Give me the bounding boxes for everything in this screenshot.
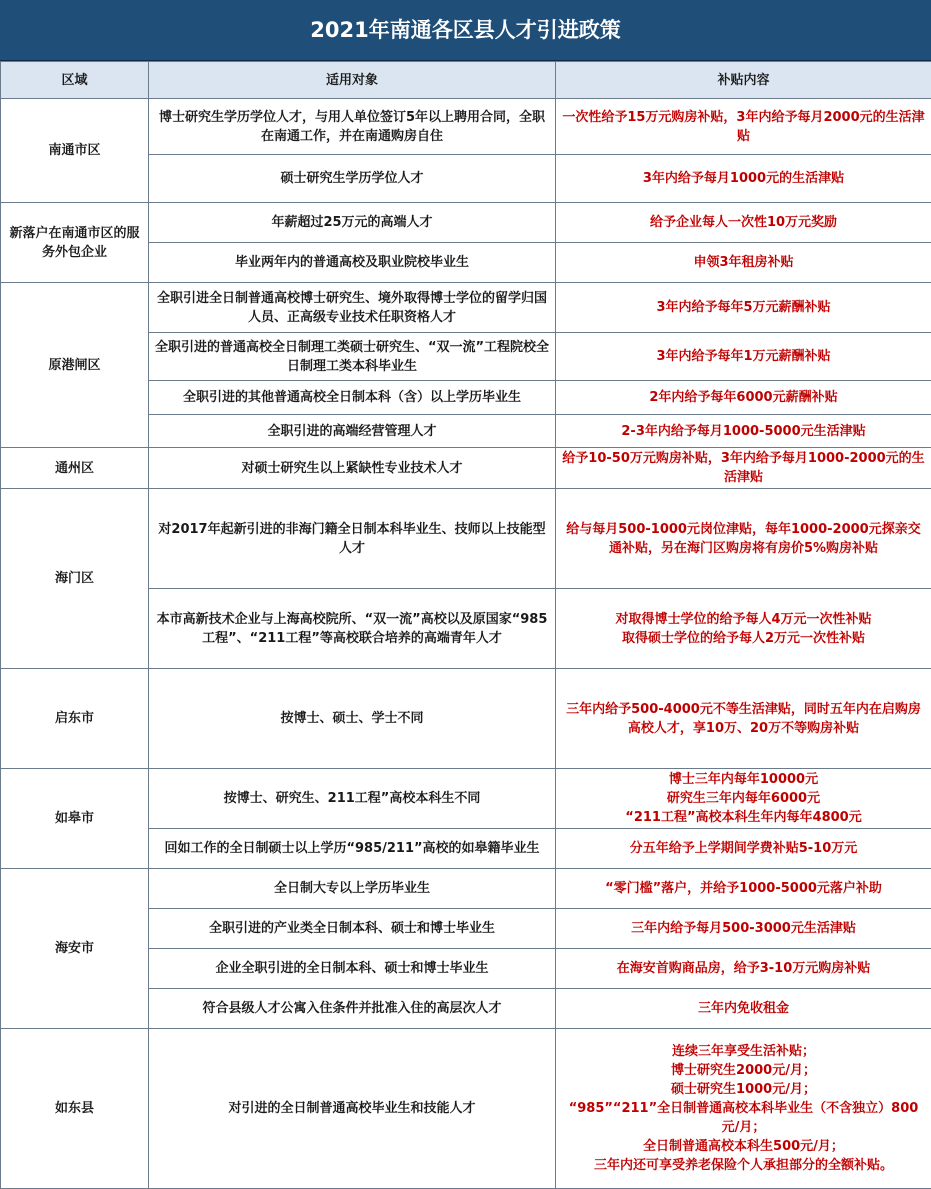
table-body [1, 99, 931, 1189]
target-cell: 全职引进的高端经营管理人才 [149, 415, 556, 448]
region-cell: 南通市区 [1, 99, 149, 203]
region-cell: 启东市 [1, 669, 149, 769]
benefit-cell [556, 415, 931, 448]
benefit-line: 连续三年享受生活补贴； [671, 1044, 815, 1059]
region-cell: 海安市 [1, 869, 149, 1029]
table-row [1, 1029, 931, 1189]
table-row [1, 489, 931, 589]
benefit-line: 给与每月500-1000元岗位津贴，每年1000-2000元探亲交通补贴，另在海门区购房将有房价5%购房补贴 [566, 521, 921, 556]
benefit-cell [556, 989, 931, 1029]
benefit-line: 三年内给予500-4000元不等生活津贴，同时五年内在启购房高校人才，享10万、20万不等购房补贴 [566, 701, 921, 736]
benefit-line: 2年内给予每年6000元薪酬补贴 [649, 390, 838, 405]
header-target: 适用对象 [149, 62, 556, 99]
benefit-line: 2-3年内给予每月1000-5000元生活津贴 [621, 423, 866, 439]
target-cell: 全职引进的产业类全日制本科、硕士和博士毕业生 [149, 909, 556, 949]
benefit-cell [556, 909, 931, 949]
benefit-line: 三年内还可享受养老保险个人承担部分的全额补贴。 [593, 1158, 893, 1173]
benefit-cell [556, 1029, 931, 1189]
target-cell: 对2017年起新引进的非海门籍全日制本科毕业生、技师以上技能型人才 [149, 489, 556, 589]
target-cell: 年薪超过25万元的高端人才 [149, 203, 556, 243]
benefit-cell [556, 589, 931, 669]
target-cell: 全职引进的普通高校全日制理工类硕士研究生、“双一流”工程院校全日制理工类本科毕业生 [149, 333, 556, 381]
benefit-cell [556, 381, 931, 415]
header-region: 区域 [1, 62, 149, 99]
benefit-line: 分五年给予上学期间学费补贴5-10万元 [629, 841, 858, 856]
target-cell: 对硕士研究生以上紧缺性专业技术人才 [149, 448, 556, 489]
benefit-cell [556, 769, 931, 829]
table-row [1, 669, 931, 769]
benefit-cell [556, 99, 931, 155]
header-row [1, 62, 931, 99]
benefit-line: “零门槛”落户，并给予1000-5000元落户补助 [605, 881, 882, 896]
header-benefit: 补贴内容 [556, 62, 931, 99]
benefit-line: 给予企业每人一次性10万元奖励 [649, 215, 838, 230]
benefit-cell [556, 949, 931, 989]
policy-table [0, 61, 931, 1189]
benefit-cell [556, 669, 931, 769]
table-row [1, 99, 931, 155]
benefit-line: 申领3年租房补贴 [693, 255, 794, 270]
benefit-cell [556, 333, 931, 381]
benefit-cell [556, 243, 931, 283]
table-row [1, 283, 931, 333]
benefit-line: “985”“211”全日制普通高校本科毕业生（不含独立）800元/月； [568, 1101, 919, 1135]
target-cell: 全职引进的其他普通高校全日制本科（含）以上学历毕业生 [149, 381, 556, 415]
benefit-cell [556, 869, 931, 909]
benefit-line: 一次性给予15万元购房补贴，3年内给予每月2000元的生活津贴 [562, 109, 925, 144]
target-cell: 博士研究生学历学位人才，与用人单位签订5年以上聘用合同，全职在南通工作，并在南通购房自住 [149, 99, 556, 155]
benefit-cell [556, 203, 931, 243]
benefit-line: 硕士研究生1000元/月； [671, 1082, 816, 1097]
benefit-cell [556, 829, 931, 869]
benefit-line: 博士研究生2000元/月； [671, 1063, 816, 1078]
region-cell: 海门区 [1, 489, 149, 669]
benefit-line: “211工程”高校本科生年内每年4800元 [625, 810, 862, 825]
benefit-line: 3年内给予每年1万元薪酬补贴 [656, 349, 831, 364]
benefit-line: 在海安首购商品房，给予3-10万元购房补贴 [616, 961, 871, 976]
region-cell: 原港闸区 [1, 283, 149, 448]
benefit-line: 三年内免收租金 [697, 1001, 789, 1016]
target-cell: 本市高新技术企业与上海高校院所、“双一流”高校以及原国家“985工程”、“211工程”等高校联合培养的高端青年人才 [149, 589, 556, 669]
benefit-cell [556, 283, 931, 333]
target-cell: 回如工作的全日制硕士以上学历“985/211”高校的如皋籍毕业生 [149, 829, 556, 869]
target-cell: 全职引进全日制普通高校博士研究生、境外取得博士学位的留学归国人员、正高级专业技术任职资格人才 [149, 283, 556, 333]
region-cell: 如东县 [1, 1029, 149, 1189]
target-cell: 毕业两年内的普通高校及职业院校毕业生 [149, 243, 556, 283]
region-cell: 如皋市 [1, 769, 149, 869]
benefit-line: 研究生三年内每年6000元 [666, 791, 821, 806]
target-cell: 对引进的全日制普通高校毕业生和技能人才 [149, 1029, 556, 1189]
benefit-line: 三年内给予每月500-3000元生活津贴 [631, 921, 856, 936]
target-cell: 硕士研究生学历学位人才 [149, 155, 556, 203]
table-row [1, 869, 931, 909]
page-title: 2021年南通各区县人才引进政策 [0, 0, 931, 61]
benefit-line: 给予10-50万元购房补贴，3年内给予每月1000-2000元的生活津贴 [562, 451, 925, 485]
region-cell: 通州区 [1, 448, 149, 489]
target-cell: 按博士、研究生、211工程”高校本科生不同 [149, 769, 556, 829]
target-cell: 按博士、硕士、学士不同 [149, 669, 556, 769]
benefit-line: 博士三年内每年10000元 [668, 772, 819, 787]
region-cell: 新落户在南通市区的服务外包企业 [1, 203, 149, 283]
target-cell: 全日制大专以上学历毕业生 [149, 869, 556, 909]
target-cell: 符合县级人才公寓入住条件并批准入住的高层次人才 [149, 989, 556, 1029]
benefit-line: 3年内给予每月1000元的生活津贴 [642, 171, 845, 186]
table-row [1, 203, 931, 243]
table-row [1, 769, 931, 829]
benefit-cell [556, 448, 931, 489]
benefit-cell [556, 489, 931, 589]
benefit-line: 取得硕士学位的给予每人2万元一次性补贴 [621, 630, 866, 646]
table-row [1, 448, 931, 489]
benefit-cell [556, 155, 931, 203]
benefit-line: 对取得博士学位的给予每人4万元一次性补贴 [615, 611, 872, 627]
benefit-line: 3年内给予每年5万元薪酬补贴 [656, 300, 831, 315]
benefit-line: 全日制普通高校本科生500元/月； [643, 1139, 844, 1154]
target-cell: 企业全职引进的全日制本科、硕士和博士毕业生 [149, 949, 556, 989]
